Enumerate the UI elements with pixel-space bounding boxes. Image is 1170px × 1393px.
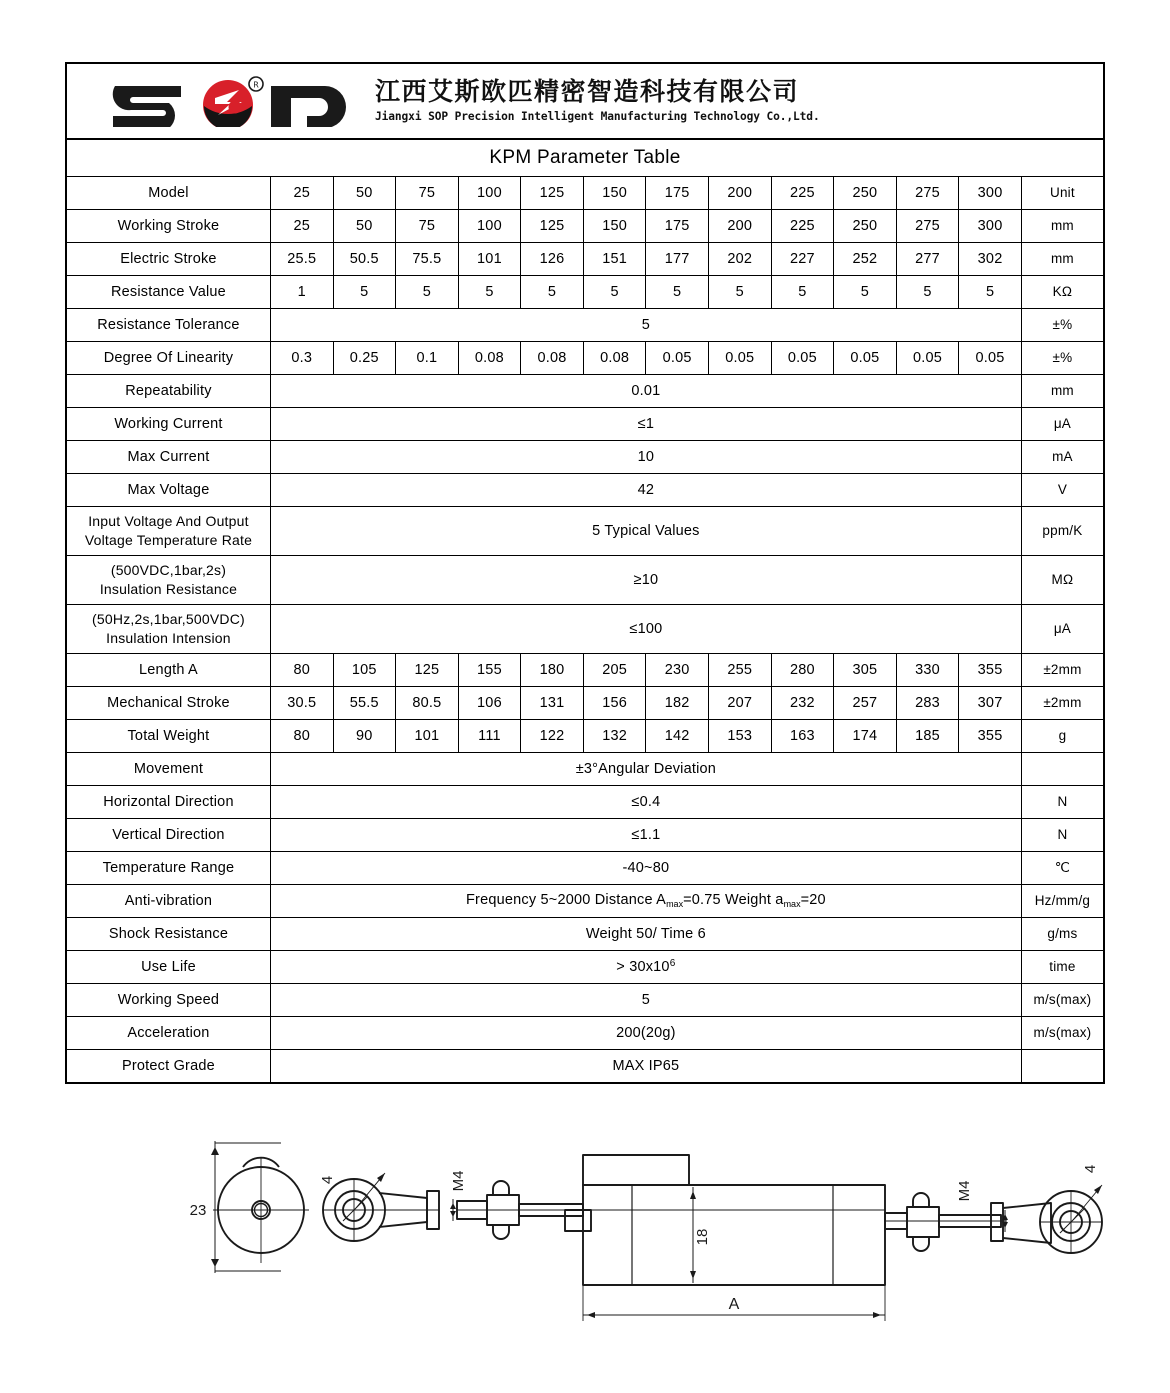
row-label: Horizontal Direction — [67, 786, 270, 819]
table-row — [67, 408, 1103, 441]
table-cell: 5 — [834, 276, 897, 309]
table-row — [67, 507, 1103, 556]
table-cell: 300 — [959, 177, 1022, 210]
table-cell: 225 — [771, 177, 834, 210]
table-cell: 5 — [959, 276, 1022, 309]
table-cell: 90 — [333, 720, 396, 753]
row-label: Shock Resistance — [67, 918, 270, 951]
table-cell: 111 — [458, 720, 521, 753]
table-cell: 122 — [521, 720, 584, 753]
row-unit: N — [1021, 786, 1103, 819]
table-cell: 0.1 — [396, 342, 459, 375]
table-cell: 75.5 — [396, 243, 459, 276]
table-cell: 150 — [583, 210, 646, 243]
row-label: Protect Grade — [67, 1050, 270, 1083]
table-cell: 0.05 — [708, 342, 771, 375]
table-cell-span: 5 — [270, 984, 1021, 1017]
table-cell: 177 — [646, 243, 709, 276]
table-cell: 80 — [270, 720, 333, 753]
table-cell: 142 — [646, 720, 709, 753]
table-cell: 5 — [708, 276, 771, 309]
table-cell: 101 — [458, 243, 521, 276]
table-cell-span: ≥10 — [270, 556, 1021, 605]
table-cell-span: MAX IP65 — [270, 1050, 1021, 1083]
table-cell: 355 — [959, 654, 1022, 687]
table-cell: 125 — [521, 210, 584, 243]
table-cell: 75 — [396, 210, 459, 243]
table-cell: 225 — [771, 210, 834, 243]
table-cell: 75 — [396, 177, 459, 210]
table-cell: 230 — [646, 654, 709, 687]
table-row — [67, 210, 1103, 243]
table-cell-span: ≤1.1 — [270, 819, 1021, 852]
table-cell: 80 — [270, 654, 333, 687]
row-label: Anti-vibration — [67, 885, 270, 918]
table-title-row — [67, 140, 1103, 177]
row-label: Mechanical Stroke — [67, 687, 270, 720]
table-cell: 0.05 — [896, 342, 959, 375]
table-row — [67, 819, 1103, 852]
product-dimension-drawing — [95, 1125, 1105, 1335]
table-row — [67, 1050, 1103, 1083]
table-cell: 105 — [333, 654, 396, 687]
table-row — [67, 951, 1103, 984]
row-unit: ±2mm — [1021, 687, 1103, 720]
row-label: (50Hz,2s,1bar,500VDC) Insulation Intension — [67, 605, 270, 654]
table-cell: 280 — [771, 654, 834, 687]
table-cell: 5 — [771, 276, 834, 309]
row-label: Resistance Value — [67, 276, 270, 309]
dimension-drawing-svg — [95, 1125, 1105, 1335]
table-cell: 182 — [646, 687, 709, 720]
table-cell-span: ±3°Angular Deviation — [270, 753, 1021, 786]
thread-right-label: M4 — [956, 1180, 973, 1202]
table-cell: 126 — [521, 243, 584, 276]
table-cell: 100 — [458, 210, 521, 243]
table-cell-span: 5 — [270, 309, 1021, 342]
table-row — [67, 753, 1103, 786]
table-cell: 5 — [333, 276, 396, 309]
datasheet-sheet — [65, 62, 1105, 1084]
table-cell: 0.05 — [771, 342, 834, 375]
row-unit — [1021, 753, 1103, 786]
table-row — [67, 605, 1103, 654]
table-cell-span: 10 — [270, 441, 1021, 474]
table-cell: 0.3 — [270, 342, 333, 375]
table-cell-span: 200(20g) — [270, 1017, 1021, 1050]
dim-body-diameter-label: 18 — [694, 1228, 711, 1246]
table-cell: 30.5 — [270, 687, 333, 720]
row-unit — [1021, 1050, 1103, 1083]
row-unit: N — [1021, 819, 1103, 852]
table-cell: 132 — [583, 720, 646, 753]
row-unit: m/s(max) — [1021, 984, 1103, 1017]
row-unit: MΩ — [1021, 556, 1103, 605]
row-unit: Unit — [1021, 177, 1103, 210]
row-unit: time — [1021, 951, 1103, 984]
row-label: Length A — [67, 654, 270, 687]
table-cell: 283 — [896, 687, 959, 720]
table-cell: 80.5 — [396, 687, 459, 720]
table-cell: 0.08 — [583, 342, 646, 375]
table-cell: 5 — [896, 276, 959, 309]
row-label: Electric Stroke — [67, 243, 270, 276]
table-cell: 185 — [896, 720, 959, 753]
row-unit: mm — [1021, 375, 1103, 408]
row-label: Vertical Direction — [67, 819, 270, 852]
table-cell: 25 — [270, 177, 333, 210]
row-label: Degree Of Linearity — [67, 342, 270, 375]
row-label: Working Speed — [67, 984, 270, 1017]
row-label: Working Current — [67, 408, 270, 441]
table-cell: 250 — [834, 210, 897, 243]
row-unit: V — [1021, 474, 1103, 507]
table-cell: 50 — [333, 177, 396, 210]
row-unit: g/ms — [1021, 918, 1103, 951]
table-cell-span: > $30x10^6$ — [270, 951, 1021, 984]
table-row — [67, 1017, 1103, 1050]
table-cell: 0.25 — [333, 342, 396, 375]
table-row — [67, 885, 1103, 918]
table-row — [67, 177, 1103, 210]
row-label: Repeatability — [67, 375, 270, 408]
row-unit: mm — [1021, 243, 1103, 276]
table-cell: 174 — [834, 720, 897, 753]
table-row — [67, 918, 1103, 951]
table-cell: 227 — [771, 243, 834, 276]
table-row — [67, 309, 1103, 342]
parameter-table-frame — [65, 140, 1105, 1084]
table-cell: 252 — [834, 243, 897, 276]
row-unit: μA — [1021, 408, 1103, 441]
company-logo — [67, 76, 820, 126]
table-cell: 175 — [646, 177, 709, 210]
table-row — [67, 375, 1103, 408]
table-row — [67, 654, 1103, 687]
table-row — [67, 687, 1103, 720]
table-cell: 151 — [583, 243, 646, 276]
row-label: Model — [67, 177, 270, 210]
table-cell: 150 — [583, 177, 646, 210]
table-cell: 207 — [708, 687, 771, 720]
table-cell: 0.05 — [834, 342, 897, 375]
sop-logo-svg — [111, 75, 357, 127]
rod-end-left — [323, 1173, 439, 1241]
table-cell: 302 — [959, 243, 1022, 276]
table-cell: 153 — [708, 720, 771, 753]
table-cell-span: ≤100 — [270, 605, 1021, 654]
table-cell: 156 — [583, 687, 646, 720]
table-cell: 5 — [521, 276, 584, 309]
table-cell: 330 — [896, 654, 959, 687]
table-cell: 307 — [959, 687, 1022, 720]
row-unit: ppm/K — [1021, 507, 1103, 556]
main-body — [515, 1155, 885, 1285]
table-cell: 25.5 — [270, 243, 333, 276]
table-cell: 277 — [896, 243, 959, 276]
table-cell: 305 — [834, 654, 897, 687]
dim-height-label: 23 — [189, 1202, 207, 1219]
company-name-en: Jiangxi SOP Precision Intelligent Manufacturing Technology Co.,Ltd. — [375, 110, 820, 124]
row-unit: mA — [1021, 441, 1103, 474]
table-cell: 0.08 — [521, 342, 584, 375]
sop-logo-icon — [111, 76, 357, 126]
row-label: Acceleration — [67, 1017, 270, 1050]
row-label: Max Voltage — [67, 474, 270, 507]
table-cell: 200 — [708, 177, 771, 210]
table-cell: 5 — [646, 276, 709, 309]
table-cell: 255 — [708, 654, 771, 687]
table-cell: 205 — [583, 654, 646, 687]
table-cell-span: Weight 50/ Time 6 — [270, 918, 1021, 951]
table-cell: 175 — [646, 210, 709, 243]
row-label: Working Stroke — [67, 210, 270, 243]
table-cell-span: 0.01 — [270, 375, 1021, 408]
table-cell: 100 — [458, 177, 521, 210]
table-cell: 163 — [771, 720, 834, 753]
table-cell: 55.5 — [333, 687, 396, 720]
bore-right-label: 4 — [1082, 1164, 1099, 1174]
table-row — [67, 556, 1103, 605]
table-title: KPM Parameter Table — [67, 140, 1103, 177]
table-cell: 257 — [834, 687, 897, 720]
table-cell: 180 — [521, 654, 584, 687]
table-cell: 131 — [521, 687, 584, 720]
table-cell: 202 — [708, 243, 771, 276]
row-label: Resistance Tolerance — [67, 309, 270, 342]
row-unit: Hz/mm/g — [1021, 885, 1103, 918]
row-unit: μA — [1021, 605, 1103, 654]
row-label: Input Voltage And Output Voltage Temperature Rate — [67, 507, 270, 556]
bore-left-label: 4 — [319, 1175, 336, 1185]
table-cell-span: ≤1 — [270, 408, 1021, 441]
row-unit: ±% — [1021, 309, 1103, 342]
table-cell: 5 — [396, 276, 459, 309]
table-cell: 101 — [396, 720, 459, 753]
company-name-block — [375, 76, 820, 124]
row-label: Movement — [67, 753, 270, 786]
table-row — [67, 852, 1103, 885]
table-row — [67, 276, 1103, 309]
table-cell: 1 — [270, 276, 333, 309]
table-row — [67, 441, 1103, 474]
table-cell: 250 — [834, 177, 897, 210]
table-cell: 275 — [896, 177, 959, 210]
shaft-right — [885, 1193, 1008, 1251]
table-cell-span: Frequency 5~2000 Distance $A_{max}=0.75$ Weight $a_{max}=20$ — [270, 885, 1021, 918]
table-cell: 0.05 — [646, 342, 709, 375]
company-name-cn: 江西艾斯欧匹精密智造科技有限公司 — [375, 76, 800, 106]
table-row — [67, 243, 1103, 276]
row-unit: KΩ — [1021, 276, 1103, 309]
row-label: Total Weight — [67, 720, 270, 753]
row-unit: ±% — [1021, 342, 1103, 375]
row-unit: ±2mm — [1021, 654, 1103, 687]
table-cell: 355 — [959, 720, 1022, 753]
table-cell: 200 — [708, 210, 771, 243]
table-row — [67, 342, 1103, 375]
row-unit: g — [1021, 720, 1103, 753]
table-cell: 155 — [458, 654, 521, 687]
table-cell: 50.5 — [333, 243, 396, 276]
row-label: Use Life — [67, 951, 270, 984]
table-cell-span: 42 — [270, 474, 1021, 507]
table-cell: 300 — [959, 210, 1022, 243]
table-cell-span: ≤0.4 — [270, 786, 1021, 819]
row-unit: m/s(max) — [1021, 1017, 1103, 1050]
row-label: Max Current — [67, 441, 270, 474]
table-cell: 125 — [396, 654, 459, 687]
dim-length-label: A — [728, 1296, 740, 1313]
end-view-left — [211, 1141, 309, 1273]
table-row — [67, 474, 1103, 507]
table-row — [67, 984, 1103, 1017]
row-label: (500VDC,1bar,2s) Insulation Resistance — [67, 556, 270, 605]
table-row — [67, 720, 1103, 753]
table-cell: 125 — [521, 177, 584, 210]
table-cell: 5 — [583, 276, 646, 309]
svg-text:R: R — [253, 80, 259, 90]
table-cell: 232 — [771, 687, 834, 720]
company-header — [65, 62, 1105, 140]
table-cell: 106 — [458, 687, 521, 720]
table-cell: 5 — [458, 276, 521, 309]
row-label: Temperature Range — [67, 852, 270, 885]
thread-left-label: M4 — [450, 1170, 467, 1192]
table-cell: 25 — [270, 210, 333, 243]
table-cell-span: -40~80 — [270, 852, 1021, 885]
table-cell: 0.05 — [959, 342, 1022, 375]
table-row — [67, 786, 1103, 819]
table-cell: 0.08 — [458, 342, 521, 375]
kpm-parameter-table — [67, 140, 1103, 1082]
row-unit: ℃ — [1021, 852, 1103, 885]
row-unit: mm — [1021, 210, 1103, 243]
table-cell-span: 5 Typical Values — [270, 507, 1021, 556]
table-cell: 50 — [333, 210, 396, 243]
table-cell: 275 — [896, 210, 959, 243]
rod-end-right — [991, 1185, 1102, 1253]
